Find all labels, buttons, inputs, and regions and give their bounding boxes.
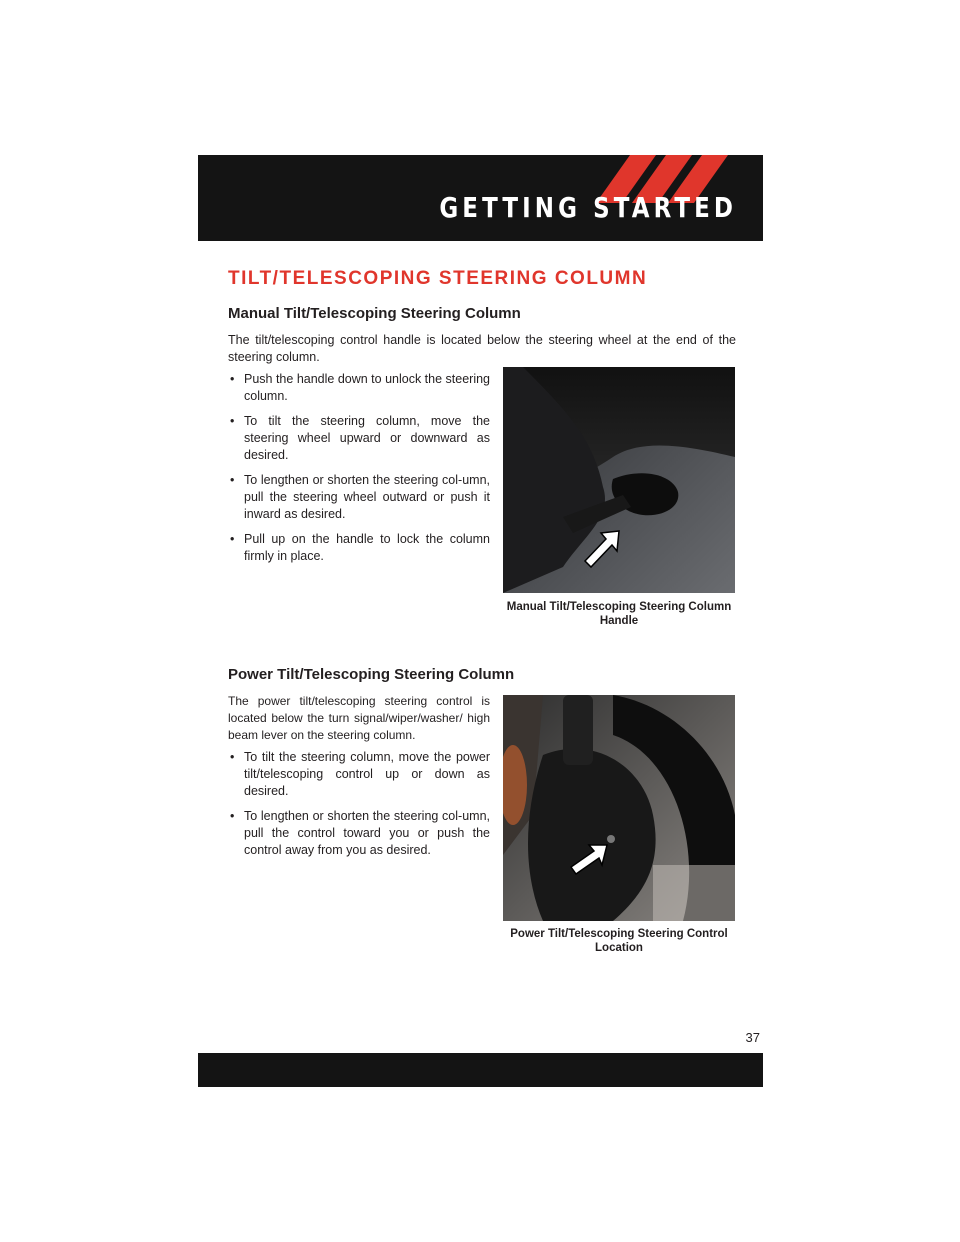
list-item: • To lengthen or shorten the steering col-umn, pull the control toward you or push the control away from you as desired.	[228, 808, 490, 859]
manual-intro-text: The tilt/telescoping control handle is located below the steering wheel at the end of the steering column.	[228, 333, 736, 364]
list-item: • To tilt the steering column, move the steering wheel upward or downward as desired.	[228, 413, 490, 464]
manual-photo-caption: Manual Tilt/Telescoping Steering Column Handle	[506, 601, 732, 627]
list-item: • To lengthen or shorten the steering col-umn, pull the steering wheel outward or push it inward as desired.	[228, 472, 490, 523]
manual-handle-photo	[503, 367, 735, 593]
section-header-bar	[198, 155, 763, 241]
list-item: • Push the handle down to unlock the steering column.	[228, 371, 490, 405]
manual-bullet-list	[228, 371, 490, 573]
manual-section-heading: Manual Tilt/Telescoping Steering Column	[228, 305, 521, 322]
power-photo-caption: Power Tilt/Telescoping Steering Control Location	[510, 928, 728, 954]
page-title: TILT/TELESCOPING STEERING COLUMN	[228, 268, 648, 289]
list-item: • To tilt the steering column, move the power tilt/telescoping control up or down as desired.	[228, 749, 490, 800]
power-section-heading: Power Tilt/Telescoping Steering Column	[228, 666, 515, 683]
section-title: GETTING STARTED	[439, 191, 737, 224]
footer-bar	[198, 1053, 763, 1087]
power-intro-text: The power tilt/telescoping steering control is located below the turn signal/wiper/washer/ high beam lever on the steering column.	[228, 694, 490, 742]
power-bullet-list	[228, 749, 490, 867]
power-control-photo	[503, 695, 735, 921]
list-item: • Pull up on the handle to lock the column firmly in place.	[228, 531, 490, 565]
page-number: 37	[745, 1030, 760, 1045]
